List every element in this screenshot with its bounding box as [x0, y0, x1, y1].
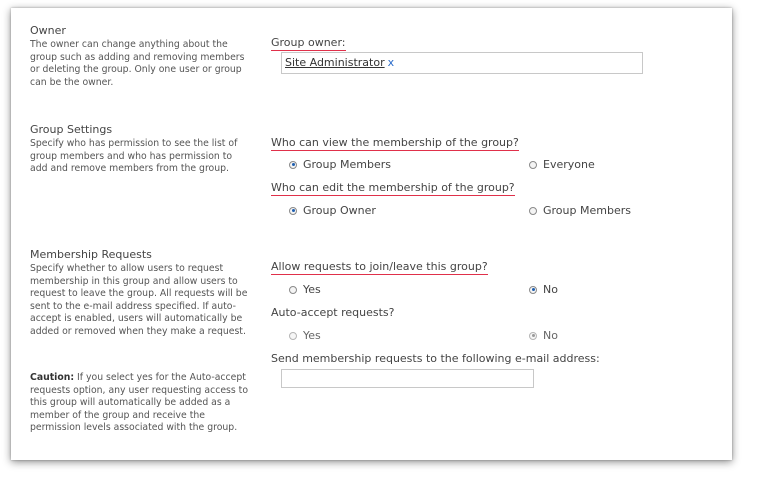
option-label: No — [543, 283, 558, 296]
option-label: Yes — [303, 329, 321, 342]
remove-owner-icon[interactable]: x — [387, 56, 395, 69]
option-label: Yes — [303, 283, 321, 296]
caution-note — [30, 372, 248, 435]
owner-entity[interactable]: Site Administrator — [285, 56, 385, 69]
radio-icon[interactable] — [529, 332, 537, 340]
radio-icon[interactable] — [289, 332, 297, 340]
view-option-everyone[interactable] — [529, 158, 595, 171]
option-label: Group Members — [543, 204, 631, 217]
radio-icon[interactable] — [289, 286, 297, 294]
group-owner-label: Group owner: — [271, 36, 346, 49]
group-owner-people-picker[interactable] — [281, 52, 643, 74]
radio-icon[interactable] — [529, 207, 537, 215]
allow-option-no[interactable] — [529, 283, 558, 296]
membership-requests-description: Specify whether to allow users to request membership in this group and allow users to request to leave the group. All requests will be sent to the e-mail address specified. If auto-accept is enabled, users will automatically be added or removed when they make a request. — [30, 263, 248, 337]
view-option-group-members[interactable] — [289, 158, 391, 171]
radio-icon[interactable] — [529, 161, 537, 169]
auto-accept-option-yes[interactable] — [289, 329, 321, 342]
radio-icon[interactable] — [289, 161, 297, 169]
option-label: Everyone — [543, 158, 595, 171]
allow-option-yes[interactable] — [289, 283, 321, 296]
auto-accept-question: Auto-accept requests? — [271, 306, 395, 319]
edit-option-group-members[interactable] — [529, 204, 631, 217]
owner-description: The owner can change anything about the group such as adding and removing members or deleting the group. Only one user or group can be the owner. — [30, 39, 245, 88]
email-label: Send membership requests to the following e-mail address: — [271, 352, 600, 365]
allow-requests-question: Allow requests to join/leave this group? — [271, 260, 488, 273]
edit-option-group-owner[interactable] — [289, 204, 376, 217]
caution-text: If you select yes for the Auto-accept requests option, any user requesting access to this group will automatically be added as a member of the group and receive the permission levels associated with the group. — [30, 372, 249, 434]
caution-label: Caution: — [30, 372, 75, 383]
radio-icon[interactable] — [529, 286, 537, 294]
group-settings-panel — [11, 8, 732, 460]
group-settings-description: Specify who has permission to see the list of group members and who has permission to add and remove members from the group. — [30, 138, 238, 175]
option-label: No — [543, 329, 558, 342]
radio-icon[interactable] — [289, 207, 297, 215]
option-label: Group Owner — [303, 204, 376, 217]
owner-section-title: Owner — [30, 24, 66, 37]
view-membership-question: Who can view the membership of the group? — [271, 136, 519, 149]
auto-accept-option-no[interactable] — [529, 329, 558, 342]
edit-membership-question: Who can edit the membership of the group? — [271, 181, 515, 194]
membership-email-input[interactable] — [281, 369, 534, 388]
group-settings-section-title: Group Settings — [30, 123, 113, 136]
membership-requests-section-title: Membership Requests — [30, 248, 152, 261]
option-label: Group Members — [303, 158, 391, 171]
